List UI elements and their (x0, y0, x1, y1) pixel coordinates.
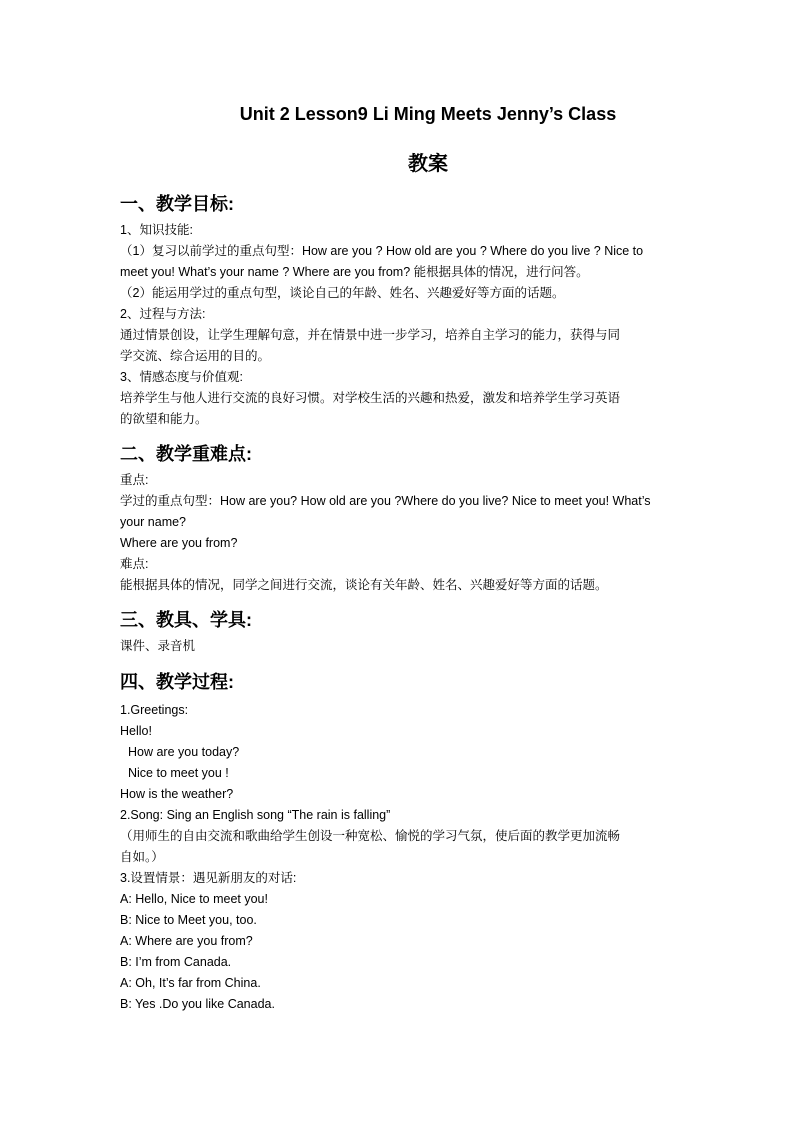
paragraph-line: 2.Song: Sing an English song “The rain is falling” (120, 808, 391, 822)
paragraph-line: A: Hello, Nice to meet you! (120, 892, 268, 906)
paragraph-line: 3.设置情景：遇见新朋友的对话: (120, 871, 297, 885)
paragraph-line: 能根据具体的情况，同学之间进行交流，谈论有关年龄、姓名、兴趣爱好等方面的话题。 (120, 578, 608, 592)
section-heading-objectives: 一、教学目标: (120, 194, 234, 214)
paragraph-line: your name? (120, 515, 187, 529)
paragraph-line: 培养学生与他人进行交流的良好习惯。对学校生活的兴趣和热爱，激发和培养学生学习英语 (120, 391, 621, 405)
paragraph-line: 3、情感态度与价值观: (120, 370, 243, 384)
paragraph-line: 2、过程与方法: (120, 307, 206, 321)
paragraph-line: 重点: (120, 473, 149, 487)
paragraph-line: B: I’m from Canada. (120, 955, 232, 969)
paragraph-line: 自如。） (120, 850, 164, 864)
paragraph-line: 1、知识技能: (120, 223, 193, 237)
paragraph-line: How are you today? (128, 745, 240, 759)
section-heading-materials: 三、教具、学具: (120, 610, 252, 630)
paragraph-line: 1.Greetings: (120, 703, 189, 717)
document-title: Unit 2 Lesson9 Li Ming Meets Jenny’s Class (239, 104, 617, 124)
section-heading-key-points: 二、教学重难点: (120, 444, 252, 464)
paragraph-line: How is the weather? (120, 787, 234, 801)
paragraph-line: 学过的重点句型：How are you? How old are you ?Where do you live? Nice to meet you! What’s (120, 494, 651, 508)
paragraph-line: 课件、录音机 (120, 639, 196, 653)
paragraph-line: Where are you from? (120, 536, 238, 550)
document-subtitle: 教案 (408, 153, 448, 175)
paragraph-line: Hello! (120, 724, 152, 738)
paragraph-line: meet you! What’s your name ? Where are you from? 能根据具体的情况，进行问答。 (120, 265, 589, 279)
paragraph-line: （1）复习以前学过的重点句型：How are you ? How old are you ? Where do you live ? Nice to (120, 244, 644, 258)
paragraph-line: 通过情景创设，让学生理解句意，并在情景中进一步学习，培养自主学习的能力，获得与同 (120, 328, 621, 342)
paragraph-line: （用师生的自由交流和歌曲给学生创设一种宽松、愉悦的学习气氛，使后面的教学更加流畅 (120, 829, 621, 843)
paragraph-line: Nice to meet you ! (128, 766, 229, 780)
paragraph-line: 难点: (120, 557, 149, 571)
section-heading-process: 四、教学过程: (120, 672, 234, 692)
paragraph-line: B: Nice to Meet you, too. (120, 913, 257, 927)
paragraph-line: A: Where are you from? (120, 934, 253, 948)
paragraph-line: 的欲望和能力。 (120, 412, 208, 426)
paragraph-line: A: Oh, It’s far from China. (120, 976, 261, 990)
paragraph-line: B: Yes .Do you like Canada. (120, 997, 275, 1011)
paragraph-line: （2）能运用学过的重点句型，谈论自己的年龄、姓名、兴趣爱好等方面的话题。 (120, 286, 565, 300)
paragraph-line: 学交流、综合运用的目的。 (120, 349, 271, 363)
